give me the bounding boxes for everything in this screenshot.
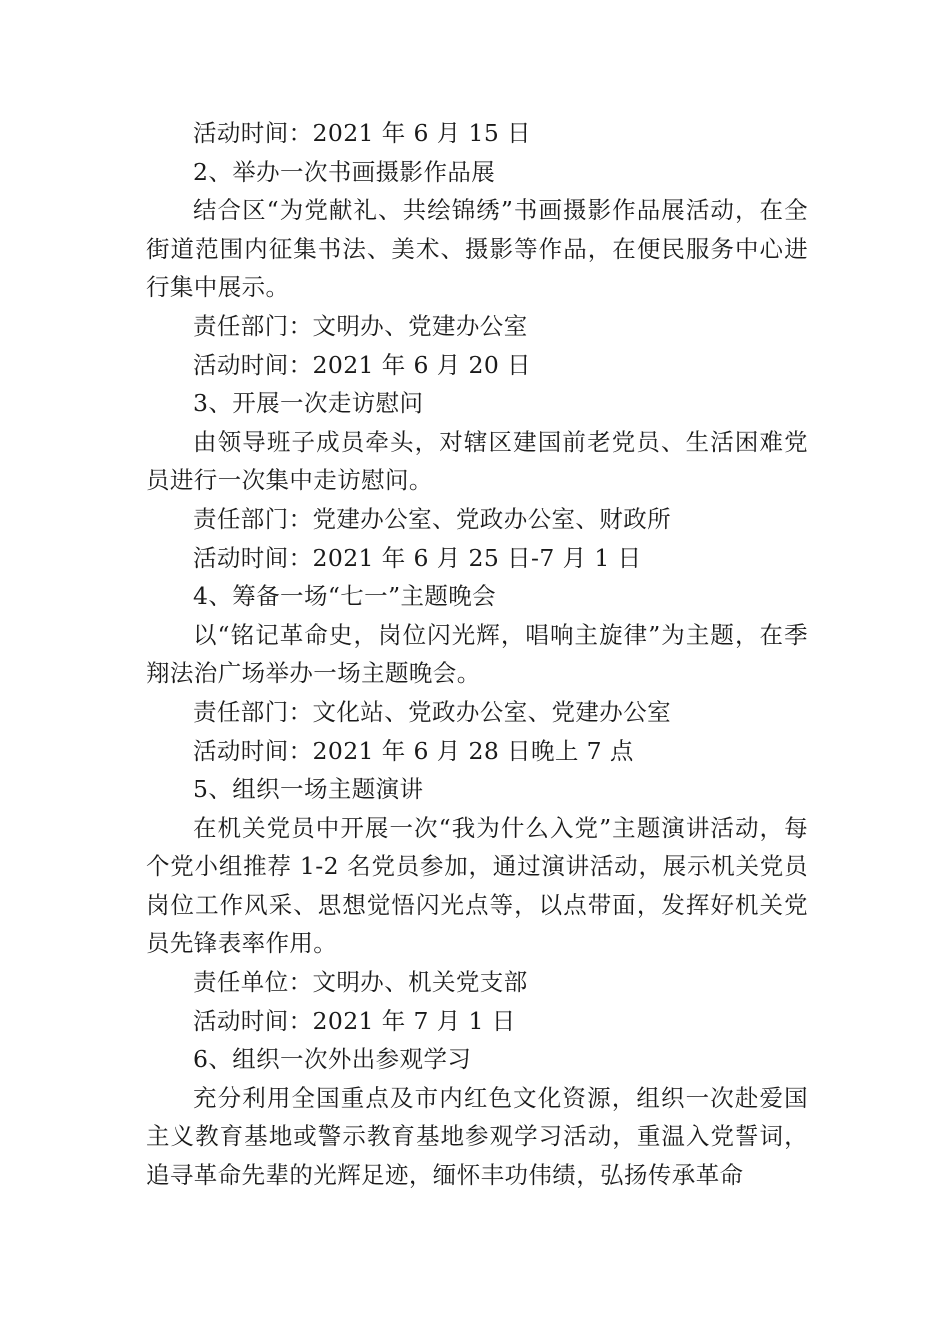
- section-body-4: 以“铭记革命史，岗位闪光辉，唱响主旋律”为主题，在季翔法治广场举办一场主题晚会。: [146, 620, 808, 688]
- activity-time-4: 活动时间：2021 年 6 月 28 日晚上 7 点: [193, 736, 634, 765]
- responsible-dept-3: 责任部门：党建办公室、党政办公室、财政所: [193, 504, 671, 533]
- section-body-2: 结合区“为党献礼、共绘锦绣”书画摄影作品展活动，在全街道范围内征集书法、美术、摄影等作品，在便民服务中心进行集中展示。: [146, 196, 808, 302]
- section-body-6: 充分利用全国重点及市内红色文化资源，组织一次赴爱国主义教育基地或警示教育基地参观学习活动，重温入党誓词，追寻革命先辈的光辉足迹，缅怀丰功伟绩，弘扬传承革命: [146, 1083, 808, 1190]
- section-body-3: 由领导班子成员牵头，对辖区建国前老党员、生活困难党员进行一次集中走访慰问。: [146, 427, 808, 495]
- section-heading-5: 5、组织一场主题演讲: [193, 775, 424, 804]
- section-heading-6: 6、组织一次外出参观学习: [193, 1045, 472, 1074]
- section-body-5: 在机关党员中开展一次“我为什么入党”主题演讲活动，每个党小组推荐 1-2 名党员参加，通过演讲活动，展示机关党员岗位工作风采、思想觉悟闪光点等，以点带面，发挥好机关党员先锋表率作用。: [146, 813, 808, 958]
- responsible-unit-5: 责任单位：文明办、机关党支部: [193, 968, 528, 997]
- document-body: [146, 114, 808, 1195]
- section-heading-2: 2、举办一次书画摄影作品展: [193, 157, 496, 186]
- section-heading-3: 3、开展一次走访慰问: [193, 389, 424, 418]
- responsible-dept-2: 责任部门：文明办、党建办公室: [193, 311, 528, 340]
- activity-time-1: 活动时间：2021 年 6 月 15 日: [193, 119, 532, 147]
- activity-time-5: 活动时间：2021 年 7 月 1 日: [193, 1006, 516, 1035]
- activity-time-2: 活动时间：2021 年 6 月 20 日: [193, 350, 532, 379]
- responsible-dept-4: 责任部门：文化站、党政办公室、党建办公室: [193, 697, 671, 726]
- section-heading-4: 4、筹备一场“七一”主题晚会: [193, 582, 497, 611]
- activity-time-3: 活动时间：2021 年 6 月 25 日-7 月 1 日: [193, 543, 642, 572]
